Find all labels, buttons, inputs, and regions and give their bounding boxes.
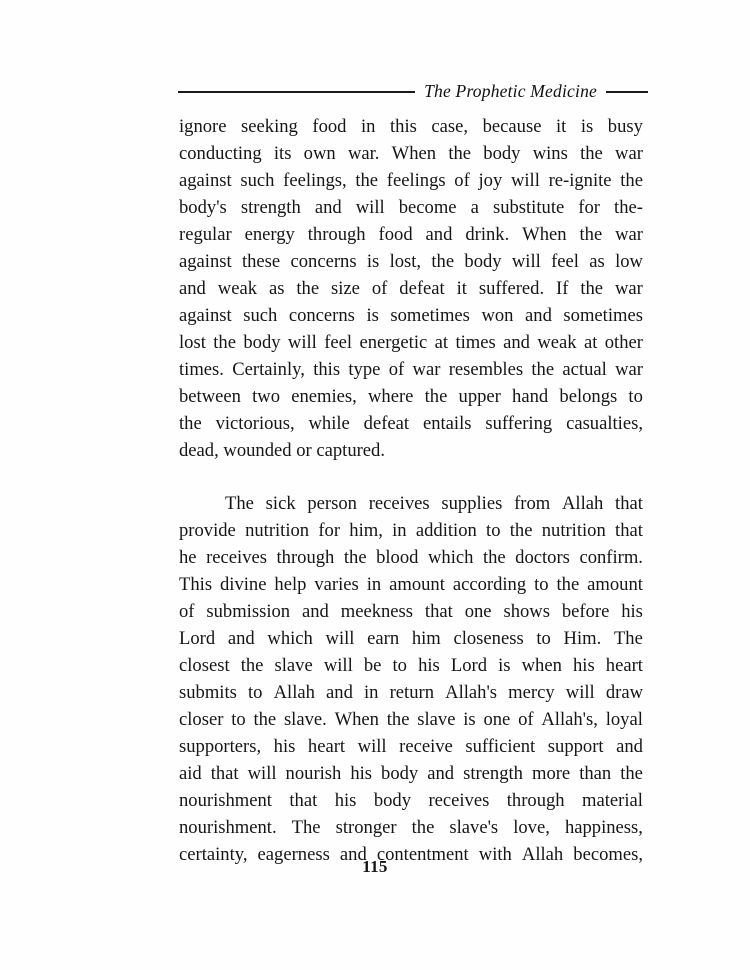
word: support — [547, 736, 604, 757]
word: strength — [463, 763, 523, 784]
word: will — [247, 763, 277, 784]
word: one — [483, 709, 511, 730]
word: When — [391, 143, 437, 164]
header-title: The Prophetic Medicine — [424, 81, 597, 102]
word: type — [348, 359, 381, 380]
word: more — [531, 763, 571, 784]
word: amount — [587, 574, 643, 595]
word: certainty, — [179, 844, 248, 865]
word: the — [431, 251, 455, 272]
word: when — [521, 655, 562, 676]
word: is — [463, 709, 476, 730]
word: submission — [206, 601, 291, 622]
word: Allah's — [445, 682, 498, 703]
word: and — [314, 197, 342, 218]
word: concerns — [288, 305, 355, 326]
word: against — [179, 251, 232, 272]
word: Allah — [273, 682, 315, 703]
word: and — [326, 682, 353, 703]
word: weak — [217, 278, 258, 299]
word: closeness — [453, 628, 524, 649]
word: the — [355, 170, 379, 191]
word: of — [518, 709, 534, 730]
word: in — [366, 574, 382, 595]
word: war — [412, 359, 441, 380]
word: war — [614, 278, 643, 299]
word: with — [478, 844, 512, 865]
word: be — [363, 655, 382, 676]
text-line — [179, 598, 643, 625]
text-line — [179, 383, 643, 410]
text-line — [179, 544, 643, 571]
word: against — [179, 170, 232, 191]
word: the — [386, 709, 410, 730]
word: drink. — [465, 224, 510, 245]
word: the — [213, 332, 236, 353]
word: receives — [428, 790, 490, 811]
word: his — [334, 790, 357, 811]
word: will — [510, 170, 540, 191]
word: conducting — [179, 143, 262, 164]
word: defeat — [363, 413, 410, 434]
word: to — [534, 574, 549, 595]
word: food — [378, 224, 413, 245]
text-line — [179, 113, 643, 140]
word: heart — [605, 655, 643, 676]
word: busy — [607, 116, 643, 137]
word: the — [509, 520, 533, 541]
word: slave's — [449, 817, 499, 838]
word: the — [531, 359, 555, 380]
word: blood — [376, 547, 419, 568]
word: and — [301, 601, 329, 622]
word: the — [579, 224, 603, 245]
word: Allah — [561, 493, 604, 514]
word: entails — [422, 413, 472, 434]
word: against — [179, 305, 232, 326]
word: nutrition — [541, 520, 606, 541]
word: war — [615, 224, 643, 245]
text-line — [179, 760, 643, 787]
word: and — [179, 278, 206, 299]
header-rule-left — [178, 91, 415, 93]
word: body — [243, 332, 281, 353]
word: that — [289, 790, 318, 811]
word: will — [355, 197, 385, 218]
word: energetic — [359, 332, 428, 353]
word: closer — [179, 709, 224, 730]
word: his — [418, 655, 440, 676]
word: to — [486, 520, 501, 541]
word: re-ignite — [548, 170, 612, 191]
word: help — [274, 574, 307, 595]
word: regular — [179, 224, 232, 245]
word: from — [514, 493, 551, 514]
word: The — [291, 817, 321, 838]
word: that — [424, 601, 453, 622]
word: will — [287, 332, 317, 353]
word: Lord — [450, 655, 488, 676]
word: earn — [367, 628, 400, 649]
word: this — [390, 116, 417, 137]
word: that — [615, 520, 643, 541]
word: times — [455, 332, 496, 353]
text-line — [179, 814, 643, 841]
word: and — [227, 628, 255, 649]
word: receives — [368, 493, 430, 514]
word: according — [452, 574, 527, 595]
word: body — [381, 763, 419, 784]
word: will — [325, 628, 355, 649]
running-header — [178, 78, 648, 106]
word: this — [313, 359, 341, 380]
word: loyal — [605, 709, 643, 730]
word: supplies — [441, 493, 503, 514]
word: nourishment — [179, 790, 272, 811]
text-line — [179, 437, 643, 464]
word: will — [323, 655, 353, 676]
word: slave — [417, 709, 456, 730]
text-line — [179, 410, 643, 437]
word: for — [578, 197, 600, 218]
word: lost — [179, 332, 206, 353]
word: he — [179, 547, 197, 568]
word: the — [620, 170, 643, 191]
word: the — [620, 763, 643, 784]
text-line — [179, 625, 643, 652]
word: to — [392, 655, 407, 676]
word: the — [580, 278, 604, 299]
word: wins — [532, 143, 568, 164]
word: and — [427, 763, 455, 784]
word: than — [579, 763, 612, 784]
word: him, — [349, 520, 383, 541]
word: to — [536, 628, 551, 649]
page-number: 115 — [362, 857, 388, 876]
word: slave. — [283, 709, 327, 730]
word: food — [312, 116, 347, 137]
word: in — [361, 116, 376, 137]
word: the — [343, 547, 367, 568]
word: and — [525, 305, 552, 326]
word: person — [307, 493, 357, 514]
word: between — [179, 386, 241, 407]
word: of — [179, 601, 195, 622]
text-line — [179, 194, 643, 221]
word: The — [613, 628, 643, 649]
word: the — [580, 143, 603, 164]
word: varies — [314, 574, 359, 595]
word: times. — [179, 359, 224, 380]
word: is — [366, 251, 380, 272]
word: confirm. — [579, 547, 643, 568]
word: the — [296, 278, 320, 299]
word: at — [583, 332, 598, 353]
word: suffering — [485, 413, 553, 434]
word: body — [373, 790, 412, 811]
word: ignore — [179, 116, 227, 137]
word: victorious, — [215, 413, 295, 434]
word: such — [240, 170, 275, 191]
text-line — [179, 517, 643, 544]
word: material — [582, 790, 643, 811]
word: meekness — [340, 601, 414, 622]
word: shows — [503, 601, 550, 622]
word: to — [231, 709, 246, 730]
word: war — [615, 359, 643, 380]
text-line — [179, 248, 643, 275]
word: provide — [179, 520, 236, 541]
word: nourish — [285, 763, 342, 784]
word: love, — [513, 817, 550, 838]
word: addition — [415, 520, 477, 541]
word: case, — [431, 116, 469, 137]
word: his — [621, 601, 643, 622]
text-line — [179, 787, 643, 814]
text-line — [179, 706, 643, 733]
word: the — [482, 547, 506, 568]
word: low — [615, 251, 643, 272]
word: war. — [347, 143, 380, 164]
word: to — [628, 386, 643, 407]
word: seeking — [241, 116, 298, 137]
word: sick — [265, 493, 296, 514]
word: resembles — [448, 359, 524, 380]
word: body's — [179, 197, 227, 218]
word: size — [331, 278, 360, 299]
body-text — [179, 113, 643, 868]
word: that — [210, 763, 239, 784]
text-line — [179, 329, 643, 356]
text-line — [179, 140, 643, 167]
word: his — [350, 763, 373, 784]
word: When — [334, 709, 379, 730]
word: is — [498, 655, 511, 676]
word: feelings — [386, 170, 446, 191]
word: become — [398, 197, 457, 218]
word: hand — [512, 386, 549, 407]
word: supporters, — [179, 736, 262, 757]
word: such — [243, 305, 278, 326]
word: If — [556, 278, 569, 299]
word: sufficient — [465, 736, 536, 757]
word: because — [482, 116, 542, 137]
word: through — [506, 790, 565, 811]
word: nutrition — [245, 520, 310, 541]
word: enemies, — [291, 386, 357, 407]
word: one — [464, 601, 492, 622]
word: the — [556, 574, 580, 595]
word: in — [364, 682, 379, 703]
word: actual — [562, 359, 607, 380]
word: the — [424, 386, 448, 407]
word: When — [522, 224, 567, 245]
word: and — [425, 224, 453, 245]
word: that — [615, 493, 643, 514]
word: body — [464, 251, 502, 272]
word: through — [307, 224, 366, 245]
word: for — [318, 520, 341, 541]
word: own — [303, 143, 336, 164]
word: will — [565, 682, 595, 703]
word: the — [411, 817, 435, 838]
word: the — [253, 709, 277, 730]
word: as — [589, 251, 605, 272]
word: and — [503, 332, 530, 353]
text-line — [179, 733, 643, 760]
word: in — [392, 520, 407, 541]
word: stronger — [335, 817, 397, 838]
word: body — [483, 143, 521, 164]
word: of — [388, 359, 405, 380]
word: before — [561, 601, 610, 622]
word: Him. — [563, 628, 602, 649]
word: through — [276, 547, 335, 568]
text-line — [179, 652, 643, 679]
word: the — [179, 413, 202, 434]
word: which — [427, 547, 474, 568]
word: mercy — [508, 682, 555, 703]
word: divine — [220, 574, 267, 595]
word: dead, wounded or captured. — [179, 440, 386, 461]
text-line — [179, 679, 643, 706]
word: submits — [179, 682, 237, 703]
text-line — [179, 302, 643, 329]
word: feelings, — [283, 170, 347, 191]
text-line — [179, 490, 643, 517]
word: will — [511, 251, 541, 272]
header-rule-right — [606, 91, 648, 93]
word: becomes, — [573, 844, 643, 865]
word: the — [240, 655, 264, 676]
word: and — [339, 844, 367, 865]
word: and — [616, 736, 643, 757]
word: as — [268, 278, 285, 299]
word: belongs — [559, 386, 618, 407]
word: these — [241, 251, 281, 272]
word: suffered. — [478, 278, 545, 299]
word: where — [367, 386, 414, 407]
word: the — [448, 143, 472, 164]
word: his — [273, 736, 296, 757]
word: casualties, — [566, 413, 643, 434]
word: closest — [179, 655, 230, 676]
word: will — [357, 736, 387, 757]
word: joy — [478, 170, 503, 191]
word: substitute — [492, 197, 565, 218]
word: won — [481, 305, 514, 326]
word: sometimes — [390, 305, 470, 326]
word: which — [267, 628, 313, 649]
word: him — [411, 628, 441, 649]
word: receives — [206, 547, 267, 568]
word: is — [580, 116, 594, 137]
word: the- — [614, 197, 643, 218]
word: is — [366, 305, 379, 326]
word: to — [248, 682, 263, 703]
word: nourishment. — [179, 817, 277, 838]
word: of — [454, 170, 470, 191]
word: sometimes — [563, 305, 643, 326]
word: defeat — [399, 278, 445, 299]
word: return — [389, 682, 435, 703]
word: other — [604, 332, 643, 353]
word: two — [252, 386, 281, 407]
word: Allah — [521, 844, 564, 865]
word: its — [273, 143, 292, 164]
word: at — [434, 332, 449, 353]
word: This — [179, 574, 213, 595]
word: it — [456, 278, 467, 299]
word: Allah's, — [541, 709, 598, 730]
word: slave — [274, 655, 313, 676]
word: aid — [179, 763, 202, 784]
word: Lord — [179, 628, 216, 649]
text-line — [179, 275, 643, 302]
word: happiness, — [564, 817, 643, 838]
word: receive — [399, 736, 453, 757]
word: feel — [551, 251, 579, 272]
word: The — [225, 493, 254, 514]
word: feel — [324, 332, 353, 353]
word: upper — [458, 386, 501, 407]
word: draw — [605, 682, 643, 703]
word: Certainly, — [232, 359, 305, 380]
word: concerns — [290, 251, 357, 272]
word: a — [470, 197, 479, 218]
word: energy — [244, 224, 295, 245]
word: his — [573, 655, 595, 676]
text-line — [179, 221, 643, 248]
word: it — [555, 116, 567, 137]
word: eagerness — [257, 844, 330, 865]
word: heart — [307, 736, 346, 757]
paragraph — [179, 490, 643, 868]
word: amount — [389, 574, 445, 595]
text-line — [179, 571, 643, 598]
word: while — [308, 413, 350, 434]
text-line — [179, 167, 643, 194]
word: strength — [240, 197, 301, 218]
word: lost, — [389, 251, 422, 272]
paragraph — [179, 113, 643, 464]
word: doctors — [515, 547, 570, 568]
text-line — [179, 356, 643, 383]
word: contentment — [376, 844, 469, 865]
word: of — [371, 278, 388, 299]
word: war — [615, 143, 643, 164]
word: weak — [537, 332, 577, 353]
